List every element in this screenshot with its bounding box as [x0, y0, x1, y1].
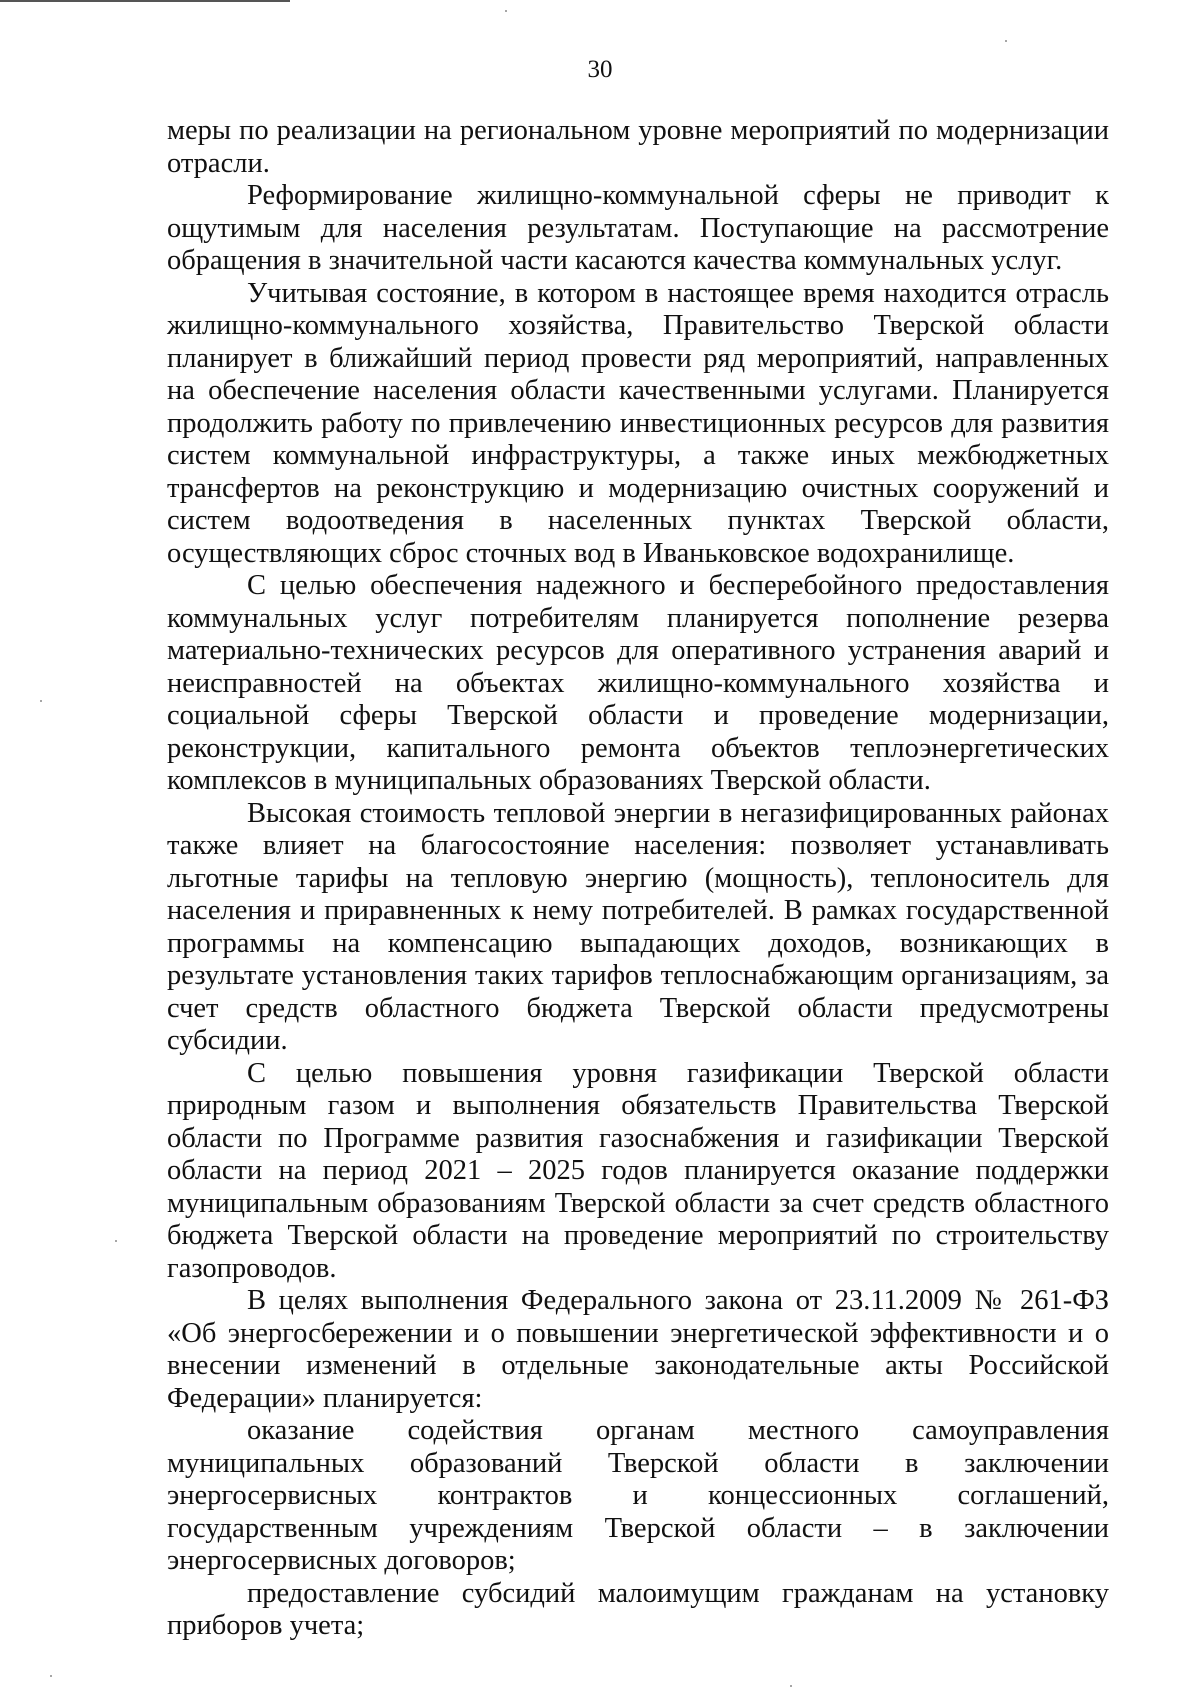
- scan-edge-mark: [0, 0, 290, 2]
- scan-speck: [1005, 40, 1007, 42]
- paragraph-9: предоставление субсидий малоимущим гражданам на установку приборов учета;: [167, 1577, 1109, 1641]
- paragraph-8: оказание содействия органам местного самоуправления муниципальных образований Тверской области в заключении энергосервисных контрактов и концессионных соглашений, государственным учреждениям Тверской области – в заключении энергосервисных договоров;: [167, 1415, 1109, 1576]
- paragraph-2: Реформирование жилищно-коммунальной сферы не приводит к ощутимым для населения результатам. Поступающие на рассмотрение обращения в значительной части касаются качества коммунальных услуг.: [167, 180, 1109, 276]
- paragraph-4: С целью обеспечения надежного и бесперебойного предоставления коммунальных услуг потребителям планируется пополнение резерва материально-технических ресурсов для оперативного устранения аварий и неисправностей на объектах жилищно-коммунального хозяйства и социальной сферы Тверской области и проведение модернизации, реконструкции, капитального ремонта объектов теплоэнергетических комплексов в муниципальных образованиях Тверской области.: [167, 570, 1109, 796]
- paragraph-5: Высокая стоимость тепловой энергии в негазифицированных районах также влияет на благосостояние населения: позволяет устанавливать льготные тарифы на тепловую энергию (мощность), теплоноситель для населения и приравненных к нему потребителей. В рамках государственной программы на компенсацию выпадающих доходов, возникающих в результате установления таких тарифов теплоснабжающим организациям, за счет средств областного бюджета Тверской области предусмотрены субсидии.: [167, 797, 1109, 1056]
- paragraph-3: Учитывая состояние, в котором в настоящее время находится отрасль жилищно-коммунального хозяйства, Правительство Тверской области планирует в ближайший период провести ряд мероприятий, направленных на обеспечение населения области качественными услугами. Планируется продолжить работу по привлечению инвестиционных ресурсов для развития систем коммунальной инфраструктуры, а также иных межбюджетных трансфертов на реконструкцию и модернизацию очистных сооружений и систем водоотведения в населенных пунктах Тверской области, осуществляющих сброс сточных вод в Иваньковское водохранилище.: [167, 277, 1109, 569]
- scan-speck: [505, 10, 507, 12]
- scan-speck: [50, 1675, 52, 1677]
- paragraph-1: меры по реализации на региональном уровне мероприятий по модернизации отрасли.: [167, 115, 1109, 179]
- paragraph-7: В целях выполнения Федерального закона от 23.11.2009 № 261-ФЗ «Об энергосбережении и о повышении энергетической эффективности и о внесении изменений в отдельные законодательные акты Российской Федерации» планируется:: [167, 1285, 1109, 1414]
- page-number: 30: [587, 56, 613, 83]
- scan-speck: [115, 1240, 117, 1242]
- scan-speck: [790, 1685, 792, 1687]
- document-body: [167, 115, 1109, 1643]
- scan-speck: [40, 700, 42, 702]
- paragraph-6: С целью повышения уровня газификации Тверской области природным газом и выполнения обязательств Правительства Тверской области по Программе развития газоснабжения и газификации Тверской области на период 2021 – 2025 годов планируется оказание поддержки муниципальным образованиям Тверской области за счет средств областного бюджета Тверской области на проведение мероприятий по строительству газопроводов.: [167, 1057, 1109, 1284]
